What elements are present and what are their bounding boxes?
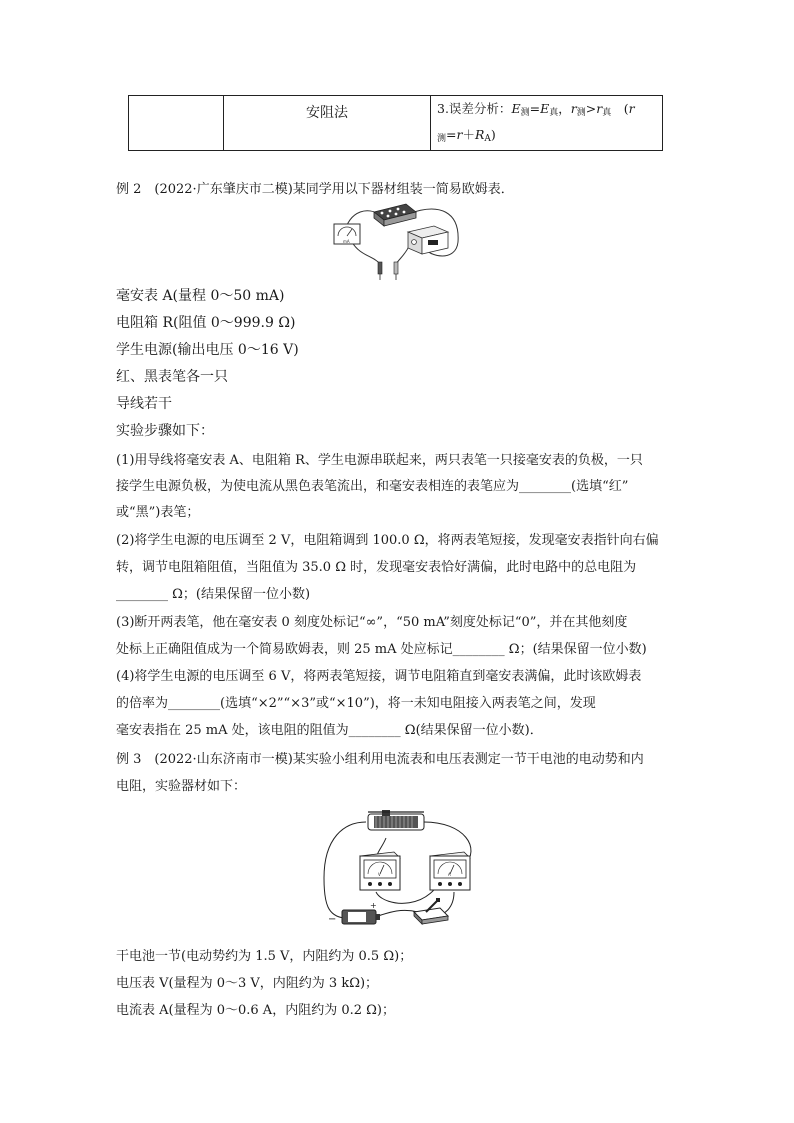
battery-emf-circuit-diagram	[314, 808, 488, 932]
wire	[352, 242, 380, 264]
question-2-line: (2)将学生电源的电压调至 2 V，电阻箱调到 100.0 Ω，将两表笔短接，发现毫安表指针向右偏	[116, 533, 659, 548]
question-1-line: 接学生电源负极，为使电流从黑色表笔流出，和毫安表相连的表笔应为________(选填“红”	[116, 479, 629, 494]
question-3-line: 处标上正确阻值成为一个简易欧姆表，则 25 mA 处应标记________ Ω；(结果保留一位小数)	[116, 642, 647, 657]
voltmeter-label: V	[378, 872, 381, 877]
question-2-line: 转，调节电阻箱阻值，当阻值为 35.0 Ω 时，发现毫安表恰好满偏，此时电路中的总电阻为	[116, 560, 637, 575]
question-4-line: 毫安表指在 25 mA 处，该电阻的阻值为________ Ω(结果保留一位小数)．	[116, 723, 543, 738]
milliammeter-label: mA	[343, 239, 350, 244]
equipment-item: 电阻箱 R(阻值 0～999.9 Ω)	[116, 315, 296, 331]
question-1-line: 或“黑”)表笔；	[116, 505, 200, 520]
power-supply-icon	[408, 226, 448, 254]
table-cell-method: 安阻法	[224, 96, 431, 150]
equipment-item: 电流表 A(量程为 0～0.6 A，内阻约为 0.2 Ω)；	[116, 1003, 395, 1018]
switch-icon	[414, 898, 448, 924]
battery-minus-label: −	[328, 914, 337, 925]
equipment-item: 学生电源(输出电压 0～16 V)	[116, 342, 299, 358]
test-lead-black-icon	[378, 262, 382, 280]
milliammeter-icon	[334, 224, 360, 244]
question-2-line: ________ Ω；(结果保留一位小数)	[116, 587, 311, 602]
equipment-item: 电压表 V(量程为 0～3 V，内阻约为 3 kΩ)；	[116, 976, 379, 991]
table-cell-error-analysis: 3.误差分析：$E_测=E_真$，$r_测>r_真$ (r $_测=r+R_A$)	[437, 101, 635, 144]
battery-plus-label: +	[370, 901, 377, 910]
ammeter-icon	[430, 852, 470, 890]
equipment-item: 毫安表 A(量程 0～50 mA)	[116, 288, 285, 304]
equipment-item: 红、黑表笔各一只	[116, 369, 228, 385]
voltmeter-icon	[360, 852, 400, 890]
wire	[378, 910, 418, 916]
steps-title: 实验步骤如下：	[116, 423, 214, 439]
question-4-line: (4)将学生电源的电压调至 6 V，将两表笔短接，调节电阻箱直到毫安表满偏，此时该欧姆表	[116, 669, 642, 684]
test-lead-red-icon	[394, 262, 398, 280]
ammeter-label: A	[448, 872, 451, 877]
battery-icon	[328, 901, 380, 925]
example2-heading: 例 2 (2022·广东肇庆市二模)某同学用以下器材组装一简易欧姆表．	[116, 182, 514, 197]
method-table-row	[128, 95, 663, 151]
example3-intro-line: 电阻，实验器材如下：	[116, 779, 247, 794]
ohmmeter-setup-diagram	[330, 198, 470, 282]
equipment-item: 干电池一节(电动势约为 1.5 V，内阻约为 0.5 Ω)；	[116, 949, 413, 964]
question-3-line: (3)断开两表笔，他在毫安表 0 刻度处标记“∞”，“50 mA”刻度处标记“0”，并在其他刻度	[116, 615, 628, 630]
resistance-box-icon	[374, 204, 416, 226]
sliding-rheostat-icon	[368, 810, 424, 830]
table-cell-empty	[129, 96, 224, 150]
example3-heading: 例 3 (2022·山东济南市一模)某实验小组利用电流表和电压表测定一节干电池的电动势和内	[116, 752, 644, 767]
question-1-line: (1)用导线将毫安表 A、电阻箱 R、学生电源串联起来，两只表笔一只接毫安表的负极，一只	[116, 453, 643, 468]
equipment-item: 导线若干	[116, 396, 172, 412]
question-4-line: 的倍率为________(选填“×2”“×3”或“×10”)，将一未知电阻接入两表笔之间，发现	[116, 696, 596, 711]
